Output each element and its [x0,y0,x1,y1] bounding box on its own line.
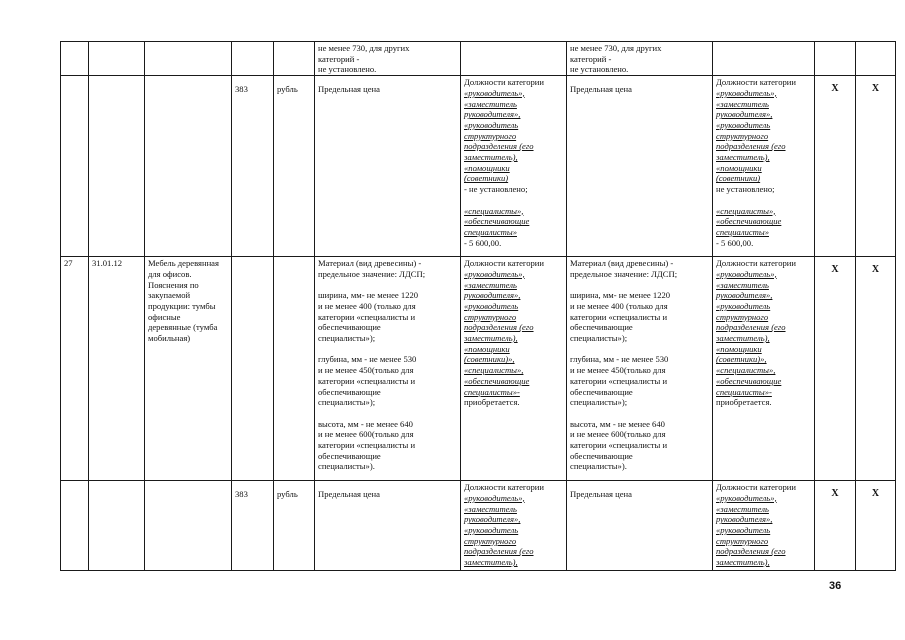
procurement-requirements-table [60,41,896,571]
okpd-code [89,481,145,571]
characteristic-right: Предельная цена [567,76,713,257]
value-heading: Должности категории [464,258,545,269]
value-left [461,42,567,76]
okei-code: 383 [232,481,274,571]
table-row [61,481,896,571]
value-text: не установлено; [716,184,775,195]
value-text: - 5 600,00. [716,237,754,248]
mark-cell-1 [815,42,856,76]
table-row [61,76,896,257]
characteristic-left: не менее 730, для других категорий - не установлено. [315,42,461,76]
okpd-code [89,42,145,76]
value-right [713,42,815,76]
position-links: «руководитель», «заместитель руководителя», «руководитель структурного подразделения (его заместитель), «помощники (советники) [464,87,534,184]
row-number: 27 [61,257,89,481]
product-name: Мебель деревянная для офисов. Пояснения по закупаемой продукции: тумбы офисные деревянные (тумба мобильная) [145,257,232,481]
characteristic-right: Материал (вид древесины) - предельное значение: ЛДСП; ширина, мм- не менее 1220 и не менее 400 (только для категории «специалисты и обеспечивающие специалисты»); глубина, мм - не менее 530 и не менее 450(только для категории «специалисты и обеспечивающие специалисты»); высота, мм - не менее 640 и не менее 600(только для категории «специалисты и обеспечивающие специалисты»). [567,257,713,481]
row-number [61,76,89,257]
unit-name: рубль [274,481,315,571]
value-text: приобретается. [716,397,772,408]
okpd-code [89,76,145,257]
characteristic-left: Предельная цена [315,481,461,571]
position-links: «руководитель», «заместитель руководителя», «руководитель структурного подразделения (его заместитель), [464,492,534,568]
characteristic-left: Предельная цена [315,76,461,257]
okpd-code: 31.01.12 [89,257,145,481]
characteristic-left: Материал (вид древесины) - предельное значение: ЛДСП; ширина, мм- не менее 1220 и не менее 400 (только для категории «специалисты и обеспечивающие специалисты»); глубина, мм - не менее 530 и не менее 450(только для категории «специалисты и обеспечивающие специалисты»); высота, мм - не менее 640 и не менее 600(только для категории «специалисты и обеспечивающие специалисты»). [315,257,461,481]
value-left [461,76,567,257]
value-right [713,76,815,257]
table-row [61,257,896,481]
value-left [461,481,567,571]
mark-cell-2: X [856,76,896,257]
row-number [61,42,89,76]
characteristic-right: Предельная цена [567,481,713,571]
product-name [145,42,232,76]
value-right [713,257,815,481]
row-number [61,481,89,571]
position-links: «специалисты», «обеспечивающие специалисты» [716,205,782,237]
value-left [461,257,567,481]
unit-name [274,42,315,76]
mark-cell-2: X [856,481,896,571]
mark-cell-1: X [815,76,856,257]
product-name [145,76,232,257]
unit-name: рубль [274,76,315,257]
position-links: «руководитель», «заместитель руководителя», «руководитель структурного подразделения (его заместитель), [716,492,786,568]
mark-cell-2 [856,42,896,76]
characteristic-right: не менее 730, для других категорий - не установлено. [567,42,713,76]
value-text: - не установлено; [464,184,528,195]
mark-cell-1: X [815,257,856,481]
value-heading: Должности категории [716,482,797,493]
unit-name [274,257,315,481]
value-text: приобретается. [464,397,520,408]
position-links: «специалисты», «обеспечивающие специалисты» [464,205,530,237]
table-row [61,42,896,76]
value-text: - 5 600,00. [464,237,502,248]
product-name [145,481,232,571]
position-links: «руководитель», «заместитель руководителя», «руководитель структурного подразделения (его заместитель), «помощники (советники)», «специалисты», «обеспечивающие специалисты»- [464,268,534,397]
okei-code [232,257,274,481]
value-heading: Должности категории [716,258,797,269]
value-heading: Должности категории [464,77,545,88]
position-links: «руководитель», «заместитель руководителя», «руководитель структурного подразделения (его заместитель), «помощники (советники)», «специалисты», «обеспечивающие специалисты»- [716,268,786,397]
mark-cell-2: X [856,257,896,481]
value-heading: Должности категории [464,482,545,493]
value-right [713,481,815,571]
okei-code [232,42,274,76]
value-heading: Должности категории [716,77,797,88]
mark-cell-1: X [815,481,856,571]
position-links: «руководитель», «заместитель руководителя», «руководитель структурного подразделения (его заместитель), «помощники (советники) [716,87,786,184]
page-number: 36 [829,580,842,592]
okei-code: 383 [232,76,274,257]
